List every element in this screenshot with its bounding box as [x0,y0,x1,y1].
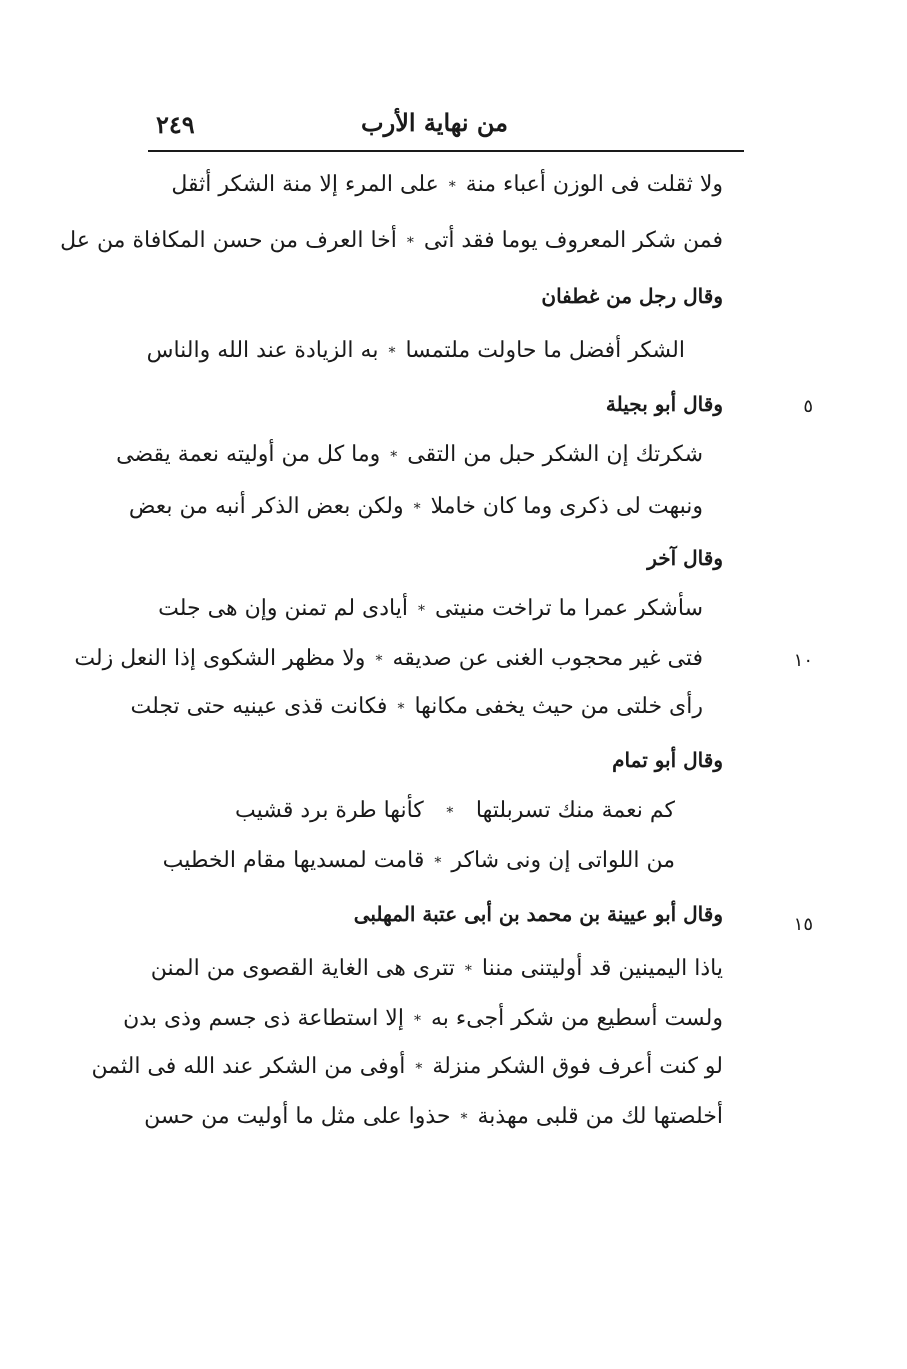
first-hemistich: أخلصتها لك من قلبى مهذبة [477,1104,723,1129]
first-hemistich: ولا ثقلت فى الوزن أعباء منة [465,172,723,197]
first-hemistich: شكرتك إن الشكر حبل من التقى [407,442,703,467]
hemistich-separator: * [446,805,454,821]
second-hemistich: على المرء إلا منة الشكر أثقل [171,172,439,197]
second-hemistich: أيادى لم تمنن وإن هى جلت [158,596,408,621]
second-hemistich: تترى هى الغاية القصوى من المنن [150,956,455,981]
hemistich-separator: * [375,653,383,669]
first-hemistich: فتى غير محجوب الغنى عن صديقه [392,646,703,671]
verse-line [144,1104,723,1129]
second-hemistich: ولكن بعض الذكر أنبه من بعض [128,494,404,519]
page-header [148,106,744,150]
verse-line [116,442,703,467]
second-hemistich: به الزيادة عند الله والناس [146,338,379,363]
hemistich-separator: * [406,235,414,251]
second-hemistich: قامت لمسديها مقام الخطيب [162,848,425,873]
second-hemistich: فكانت قذى عينيه حتى تجلت [130,694,388,719]
first-hemistich: الشكر أفضل ما حاولت ملتمسا [405,338,685,363]
verse-line [74,646,703,671]
first-hemistich: سأشكر عمرا ما تراخت منيتى [434,596,703,621]
hemistich-separator: * [448,179,456,195]
second-hemistich: كأنها طرة برد قشيب [235,798,424,823]
first-hemistich: ياذا اليمينين قد أوليتنى مننا [481,956,723,981]
hemistich-separator: * [417,603,425,619]
first-hemistich: كم نعمة منك تسربلتها [475,798,675,823]
poet-heading: وقال أبو بجيلة [605,392,723,416]
hemistich-separator: * [415,1061,423,1077]
verse-line [171,172,723,197]
verse-line [128,494,703,519]
second-hemistich: حذوا على مثل ما أوليت من حسن [144,1104,451,1129]
line-number: ١٠ [793,650,813,671]
poet-heading: وقال أبو عيينة بن محمد بن أبى عتبة المهلبى [353,902,723,926]
verse-line [123,1006,723,1031]
poet-heading: وقال أبو تمام [612,748,723,772]
first-hemistich: من اللواتى إن ونى شاكر [451,848,675,873]
verse-line [146,338,685,363]
second-hemistich: إلا استطاعة ذى جسم وذى بدن [123,1006,404,1031]
line-number: ١٥ [793,914,813,935]
verse-line [158,596,703,621]
verse-line [130,694,703,719]
hemistich-separator: * [390,449,398,465]
verse-line [60,228,723,253]
hemistich-separator: * [464,963,472,979]
second-hemistich: أخا العرف من حسن المكافاة من عل [60,228,397,253]
verse-line [150,956,723,981]
header-rule [148,150,744,152]
first-hemistich: لو كنت أعرف فوق الشكر منزلة [432,1054,723,1079]
first-hemistich: فمن شكر المعروف يوما فقد أتى [423,228,723,253]
hemistich-separator: * [397,701,405,717]
first-hemistich: رأى خلتى من حيث يخفى مكانها [414,694,703,719]
verse-line [91,1054,723,1079]
hemistich-separator: * [388,345,396,361]
hemistich-separator: * [413,1013,421,1029]
poet-heading: وقال رجل من غطفان [541,284,723,308]
second-hemistich: أوفى من الشكر عند الله فى الثمن [91,1054,406,1079]
hemistich-separator: * [460,1111,468,1127]
running-title: من نهاية الأرب [361,108,508,137]
second-hemistich: وما كل من أوليته نعمة يقضى [116,442,381,467]
page-number: ٢٤٩ [156,110,195,139]
poet-heading: وقال آخر [647,546,723,570]
verse-line [162,848,675,873]
verse-line [235,798,675,823]
first-hemistich: ونبهت لى ذكرى وما كان خاملا [430,494,703,519]
hemistich-separator: * [413,501,421,517]
hemistich-separator: * [434,855,442,871]
line-number: ٥ [803,396,813,417]
second-hemistich: ولا مظهر الشكوى إذا النعل زلت [74,646,366,671]
first-hemistich: ولست أسطيع من شكر أجىء به [430,1006,723,1031]
